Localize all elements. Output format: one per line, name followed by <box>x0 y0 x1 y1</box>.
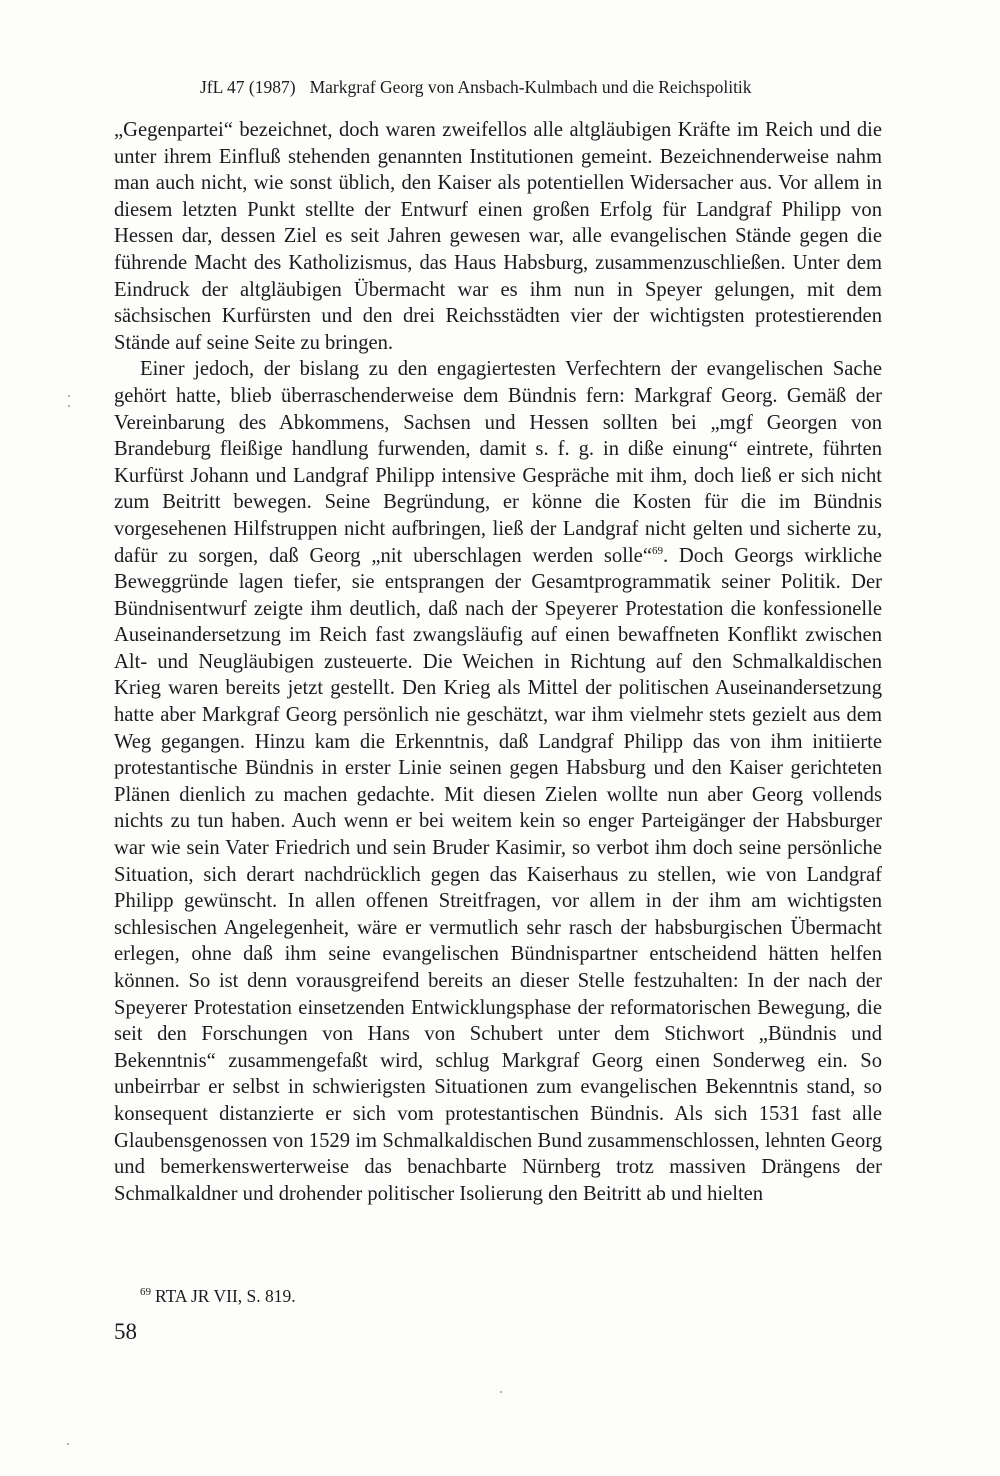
paragraph-text: . Doch Georgs wirkliche Beweggründe lagen tiefer, sie entsprangen der Gesamtprogrammatik seiner Politik. Der Bündnisentwurf zeigte ihm deutlich, daß nach der Speyerer Protestation die konfessionelle Auseinandersetzung im Reich fast zwangsläufig auf einen bewaffneten Konflikt zwischen Alt- und Neugläubigen zusteuerte. Die Weichen in Richtung auf den Schmalkaldischen Krieg waren bereits jetzt gestellt. Den Krieg als Mittel der politischen Auseinandersetzung hatte aber Markgraf Georg persönlich nie geschätzt, war ihm vielmehr stets gezielt aus dem Weg gegangen. Hinzu kam die Erkenntnis, daß Landgraf Philipp das von ihm initiierte protestantische Bündnis in erster Linie seinen gegen Habsburg und den Kaiser gerichteten Plänen dienlich zu machen gedachte. Mit diesen Zielen wollte nun aber Georg vollends nichts zu tun haben. Auch wenn er bei weitem kein so enger Parteigänger der Habsburger war wie sein Vater Friedrich und sein Bruder Kasimir, so verbot ihm doch seine persönliche Situation, sich derart nachdrücklich gegen das Kaiserhaus zu stellen, wie von Landgraf Philipp gewünscht. In allen offenen Streitfragen, vor allem in der ihm am wichtigsten schlesischen Angelegenheit, wäre er vermutlich sehr rasch der habsburgischen Übermacht erlegen, ohne daß ihm seine evangelischen Bündnispartner entscheidend hätten helfen können. So ist denn vorausgreifend bereits an dieser Stelle festzuhalten: In der nach der Speyerer Protestation einsetzenden Entwicklungsphase der reformatorischen Bewegung, die seit den Forschungen von Hans von Schubert unter dem Stichwort „Bündnis und Bekenntnis“ zusammengefaßt wird, schlug Markgraf Georg einen Sonderweg ein. So unbeirrbar er selbst in schwierigsten Situationen zum evangelischen Bekenntnis stand, so konsequent distanzierte er sich vom protestantischen Bündnis. Als sich 1531 fast alle Glaubensgenossen von 1529 im Schmalkaldischen Bund zusammenschlossen, lehnten Georg und bemerkenswerterweise das benachbarte Nürnberg trotz massiven Drängens der Schmalkaldner und drohender politischer Isolierung den Beitritt ab und hielten <box>114 544 883 1205</box>
scan-speck <box>68 395 70 397</box>
footnote-reference[interactable]: 69 <box>651 544 663 557</box>
body-text <box>114 117 882 1207</box>
journal-reference: JfL 47 (1987) <box>200 77 296 97</box>
scan-speck <box>500 1391 502 1393</box>
footnote-number: 69 <box>140 1286 151 1298</box>
footnote-text: RTA JR VII, S. 819. <box>155 1285 296 1306</box>
scan-speck <box>68 405 70 407</box>
paragraph: „Gegenpartei“ bezeichnet, doch waren zweifellos alle altgläubigen Kräfte im Reich und die unter ihrem Einfluß stehenden genannten Institutionen gemeint. Bezeichnenderweise nahm man auch nicht, wie sonst üblich, den Kaiser als potentiellen Widersacher aus. Vor allem in diesem letzten Punkt stellte der Entwurf einen großen Erfolg für Landgraf Philipp von Hessen dar, dessen Ziel es seit Jahren gewesen war, alle evangelischen Stände gegen die führende Macht des Katholizismus, das Haus Habsburg, zusammenzuschließen. Unter dem Eindruck der altgläubigen Übermacht war es ihm nun in Speyer gelungen, mit dem sächsischen Kurfürsten und den drei Reichsstädten vier der wichtigsten protestierenden Stände auf seine Seite zu bringen. <box>114 119 882 354</box>
running-head <box>200 76 840 98</box>
scan-speck <box>67 1443 69 1445</box>
paragraph-text: Einer jedoch, der bislang zu den engagiertesten Verfechtern der evangelischen Sache gehört hatte, blieb überraschenderweise dem Bündnis fern: Markgraf Georg. Gemäß der Vereinbarung des Abkommens, Sachsen und Hessen sollten bei „mgf Georgen von Brandeburg fleißige handlung furwenden, damit s. f. g. in diße einung“ eintrete, führten Kurfürst Johann und Landgraf Philipp intensive Gespräche mit ihm, doch ließ er sich nicht zum Beitritt bewegen. Seine Begründung, er könne die Kosten für die im Bündnis vorgesehenen Hilfstruppen nicht aufbringen, ließ der Landgraf nicht gelten und sicherte zu, dafür zu sorgen, daß Georg „nit uberschlagen werden solle“ <box>114 358 882 567</box>
article-title: Markgraf Georg von Ansbach-Kulmbach und die Reichspolitik <box>309 77 752 97</box>
footnote <box>140 1281 296 1307</box>
page-number: 58 <box>114 1319 137 1344</box>
paragraph <box>114 356 882 1207</box>
